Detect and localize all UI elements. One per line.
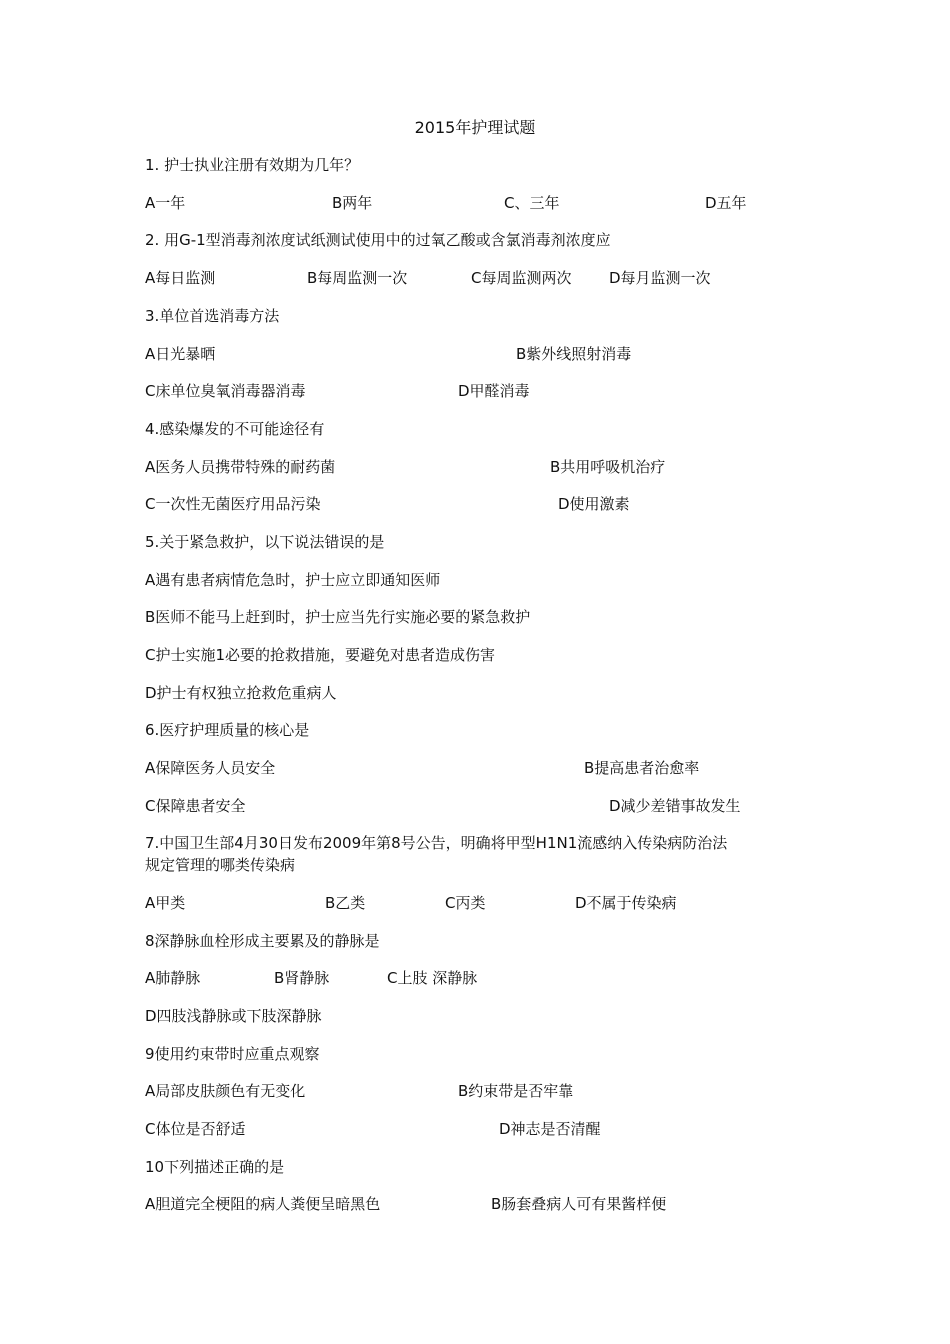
q4-option-c: C一次性无菌医疗用品污染 [145, 495, 321, 513]
q2-option-d: D每月监测一次 [609, 269, 711, 287]
question-7-continued: 规定管理的哪类传染病 [145, 856, 296, 874]
q8-option-a: A肺静脉 [145, 969, 201, 987]
q6-option-c: C保障患者安全 [145, 797, 246, 815]
q4-option-d: D使用激素 [558, 495, 630, 513]
question-5: 5.关于紧急救护，以下说法错误的是 [145, 533, 385, 551]
q10-option-a: A胆道完全梗阻的病人粪便呈暗黑色 [145, 1195, 381, 1213]
q7-option-d: D不属于传染病 [575, 894, 677, 912]
question-3: 3.单位首选消毒方法 [145, 307, 280, 325]
q10-option-b: B肠套叠病人可有果酱样便 [491, 1195, 667, 1213]
q7-option-c: C丙类 [445, 894, 486, 912]
q4-option-b: B共用呼吸机治疗 [550, 458, 666, 476]
question-7: 7.中国卫生部4月30日发布2009年第8号公告，明确将甲型H1N1流感纳入传染病防治法 [145, 834, 728, 852]
q2-option-c: C每周监测两次 [471, 269, 572, 287]
q6-option-b: B提高患者治愈率 [584, 759, 700, 777]
q3-option-d: D甲醛消毒 [458, 382, 530, 400]
q8-option-d: D四肢浅静脉或下肢深静脉 [145, 1007, 322, 1025]
q3-option-a: A日光暴晒 [145, 345, 216, 363]
q5-option-a: A遇有患者病情危急时，护士应立即通知医师 [145, 571, 441, 589]
q9-option-b: B约束带是否牢靠 [458, 1082, 574, 1100]
q4-option-a: A医务人员携带特殊的耐药菌 [145, 458, 336, 476]
question-1: 1. 护士执业注册有效期为几年？ [145, 156, 360, 174]
q5-option-b: B医师不能马上赶到时，护士应当先行实施必要的紧急救护 [145, 608, 531, 626]
question-10: 10下列描述正确的是 [145, 1158, 285, 1176]
q9-option-c: C体位是否舒适 [145, 1120, 246, 1138]
question-6: 6.医疗护理质量的核心是 [145, 721, 310, 739]
q7-option-b: B乙类 [325, 894, 366, 912]
question-9: 9使用约束带时应重点观察 [145, 1045, 320, 1063]
q3-option-b: B紫外线照射消毒 [516, 345, 632, 363]
q5-option-c: C护士实施1必要的抢救措施，要避免对患者造成伤害 [145, 646, 496, 664]
q8-option-b: B肾静脉 [274, 969, 330, 987]
q2-option-b: B每周监测一次 [307, 269, 408, 287]
q3-option-c: C床单位臭氧消毒器消毒 [145, 382, 306, 400]
question-4: 4.感染爆发的不可能途径有 [145, 420, 325, 438]
q5-option-d: D护士有权独立抢救危重病人 [145, 684, 337, 702]
q6-option-d: D减少差错事故发生 [609, 797, 741, 815]
page-title: 2015年护理试题 [414, 118, 536, 137]
q9-option-a: A局部皮肤颜色有无变化 [145, 1082, 306, 1100]
q1-option-d: D五年 [705, 194, 747, 212]
q2-option-a: A每日监测 [145, 269, 216, 287]
question-8: 8深静脉血栓形成主要累及的静脉是 [145, 932, 380, 950]
q6-option-a: A保障医务人员安全 [145, 759, 276, 777]
q8-option-c: C上肢 深静脉 [387, 969, 478, 987]
q1-option-a: A一年 [145, 194, 186, 212]
q1-option-c: C、三年 [504, 194, 560, 212]
q7-option-a: A甲类 [145, 894, 186, 912]
q9-option-d: D神志是否清醒 [499, 1120, 601, 1138]
q1-option-b: B两年 [332, 194, 373, 212]
question-2: 2. 用G-1型消毒剂浓度试纸测试使用中的过氧乙酸或含氯消毒剂浓度应 [145, 231, 611, 249]
